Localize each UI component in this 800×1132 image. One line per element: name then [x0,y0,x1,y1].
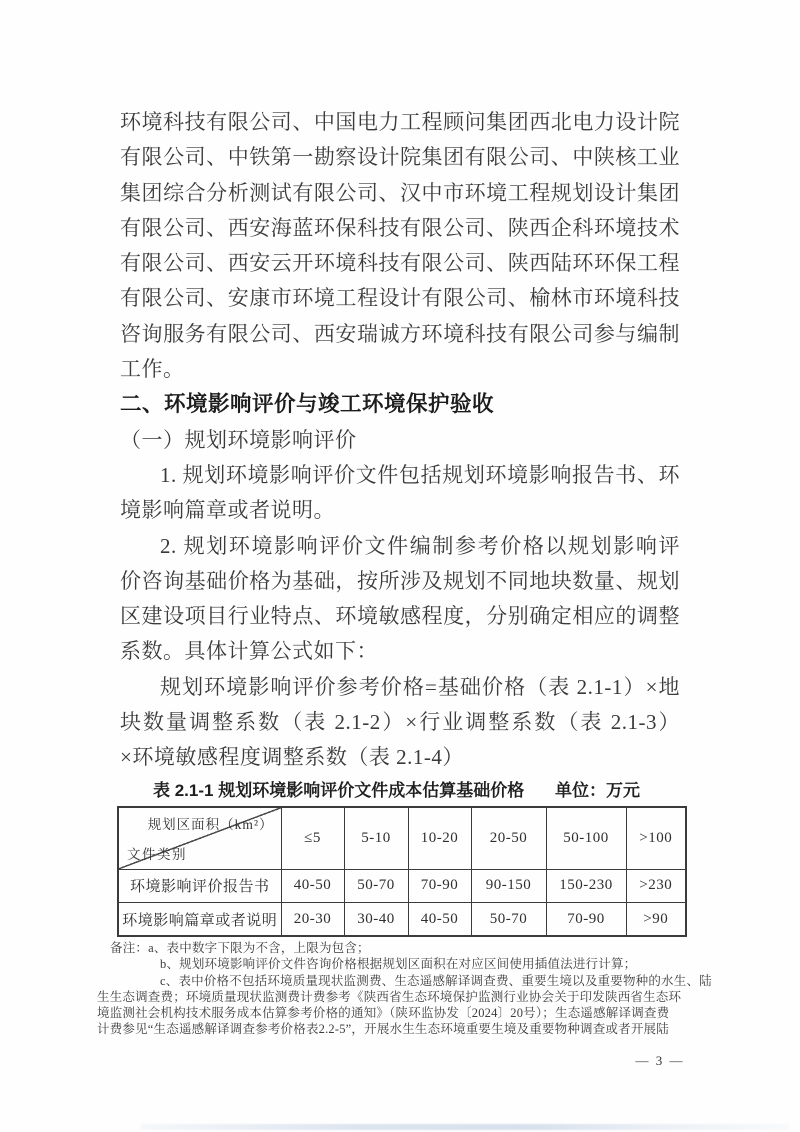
body-line: 价咨询基础价格为基础，按所涉及规划不同地块数量、规划 [120,568,680,593]
body-line: 境影响篇章或者说明。 [120,498,335,523]
price-cell: 70-90 [408,869,471,903]
price-cell: 40-50 [408,903,471,937]
price-table [117,806,687,937]
body-line: 系数。具体计算公式如下： [120,639,378,664]
corner-label-area: 规划区面积（km²） [147,817,274,832]
table-corner-cell [118,807,281,869]
table-row [118,869,686,903]
corner-label-doc-type: 文件类别 [127,846,187,862]
table-row [118,903,686,937]
body-line: 1. 规划环境影响评价文件包括规划环境影响报告书、环 [160,462,680,487]
body-line: 工作。 [120,357,185,382]
price-cell: 40-50 [281,869,344,903]
footnotes-block [97,940,712,1038]
body-line: 集团综合分析测试有限公司、汉中市环境工程规划设计集团 [120,180,680,205]
row-label: 环境影响篇章或者说明 [118,903,281,937]
table-caption [120,779,680,803]
body-line: 环境科技有限公司、中国电力工程顾问集团西北电力设计院 [120,110,680,134]
col-header: 20-50 [471,807,546,869]
price-cell: >90 [626,903,686,937]
formula-line: 规划环境影响评价参考价格=基础价格（表 2.1-1）×地 [160,674,680,699]
col-header: >100 [626,807,686,869]
table-title: 表 2.1-1 规划环境影响评价文件成本估算基础价格 [153,781,525,800]
page-number: — 3 — [635,1053,685,1068]
formula-line: 块数量调整系数（表 2.1-2）×行业调整系数（表 2.1-3） [120,710,680,735]
body-text-block [120,105,680,776]
row-label: 环境影响评价报告书 [118,869,281,903]
section-heading: 二、环境影响评价与竣工环境保护验收 [120,392,495,417]
price-cell: 50-70 [471,903,546,937]
price-cell: 150-230 [546,869,626,903]
body-line: 咨询服务有限公司、西安瑞诚方环境科技有限公司参与编制 [120,321,680,346]
col-header: 10-20 [408,807,471,869]
footnote-line: 生生态调查费；环境质量现状监测费计费参考《陕西省生态环境保护监测行业协会关于印发陕西省生态环 [97,989,682,1004]
footnote-line: 计费参见“生态遥感解译调查参考价格表2.2-5”，开展水生生态环境重要生境及重要物种调查或者开展陆 [97,1022,669,1037]
body-line: 有限公司、安康市环境工程设计有限公司、榆林市环境科技 [120,286,680,311]
price-cell: 70-90 [546,903,626,937]
formula-line: ×环境敏感程度调整系数（表 2.1-4） [120,745,464,770]
body-line: 区建设项目行业特点、环境敏感程度，分别确定相应的调整 [120,604,680,629]
price-cell: 50-70 [344,869,408,903]
col-header: 5-10 [344,807,408,869]
footnote-line: 备注：a、表中数字下限为不含，上限为包含； [110,941,370,955]
body-line: 2. 规划环境影响评价文件编制参考价格以规划影响评 [160,533,680,558]
footnote-line: b、规划环境影响评价文件咨询价格根据规划区面积在对应区间使用插值法进行计算； [160,957,637,972]
price-cell: 90-150 [471,869,546,903]
price-cell: 30-40 [344,903,408,937]
footnote-line: 境监测社会机构技术服务成本估算参考价格的通知》（陕环监协发〔2024〕20号）；生态遥感解译调查费 [97,1006,670,1021]
price-cell: >230 [626,869,686,903]
col-header: 50-100 [546,807,626,869]
body-line: 有限公司、中铁第一勘察设计院集团有限公司、中陕核工业 [120,145,680,170]
scanner-artifact [140,1124,790,1130]
footnote-line: c、表中价格不包括环境质量现状监测费、生态遥感解译调查费、重要生境以及重要物种的水生、陆 [160,973,712,988]
body-line: 有限公司、西安海蓝环保科技有限公司、陕西企科环境技术 [120,215,680,240]
body-line: 有限公司、西安云开环境科技有限公司、陕西陆环环保工程 [120,251,680,276]
col-header: ≤5 [281,807,344,869]
subsection-heading: （一）规划环境影响评价 [120,427,357,452]
table-unit-label: 单位：万元 [555,781,640,800]
table-header-row [118,807,686,869]
price-cell: 20-30 [281,903,344,937]
